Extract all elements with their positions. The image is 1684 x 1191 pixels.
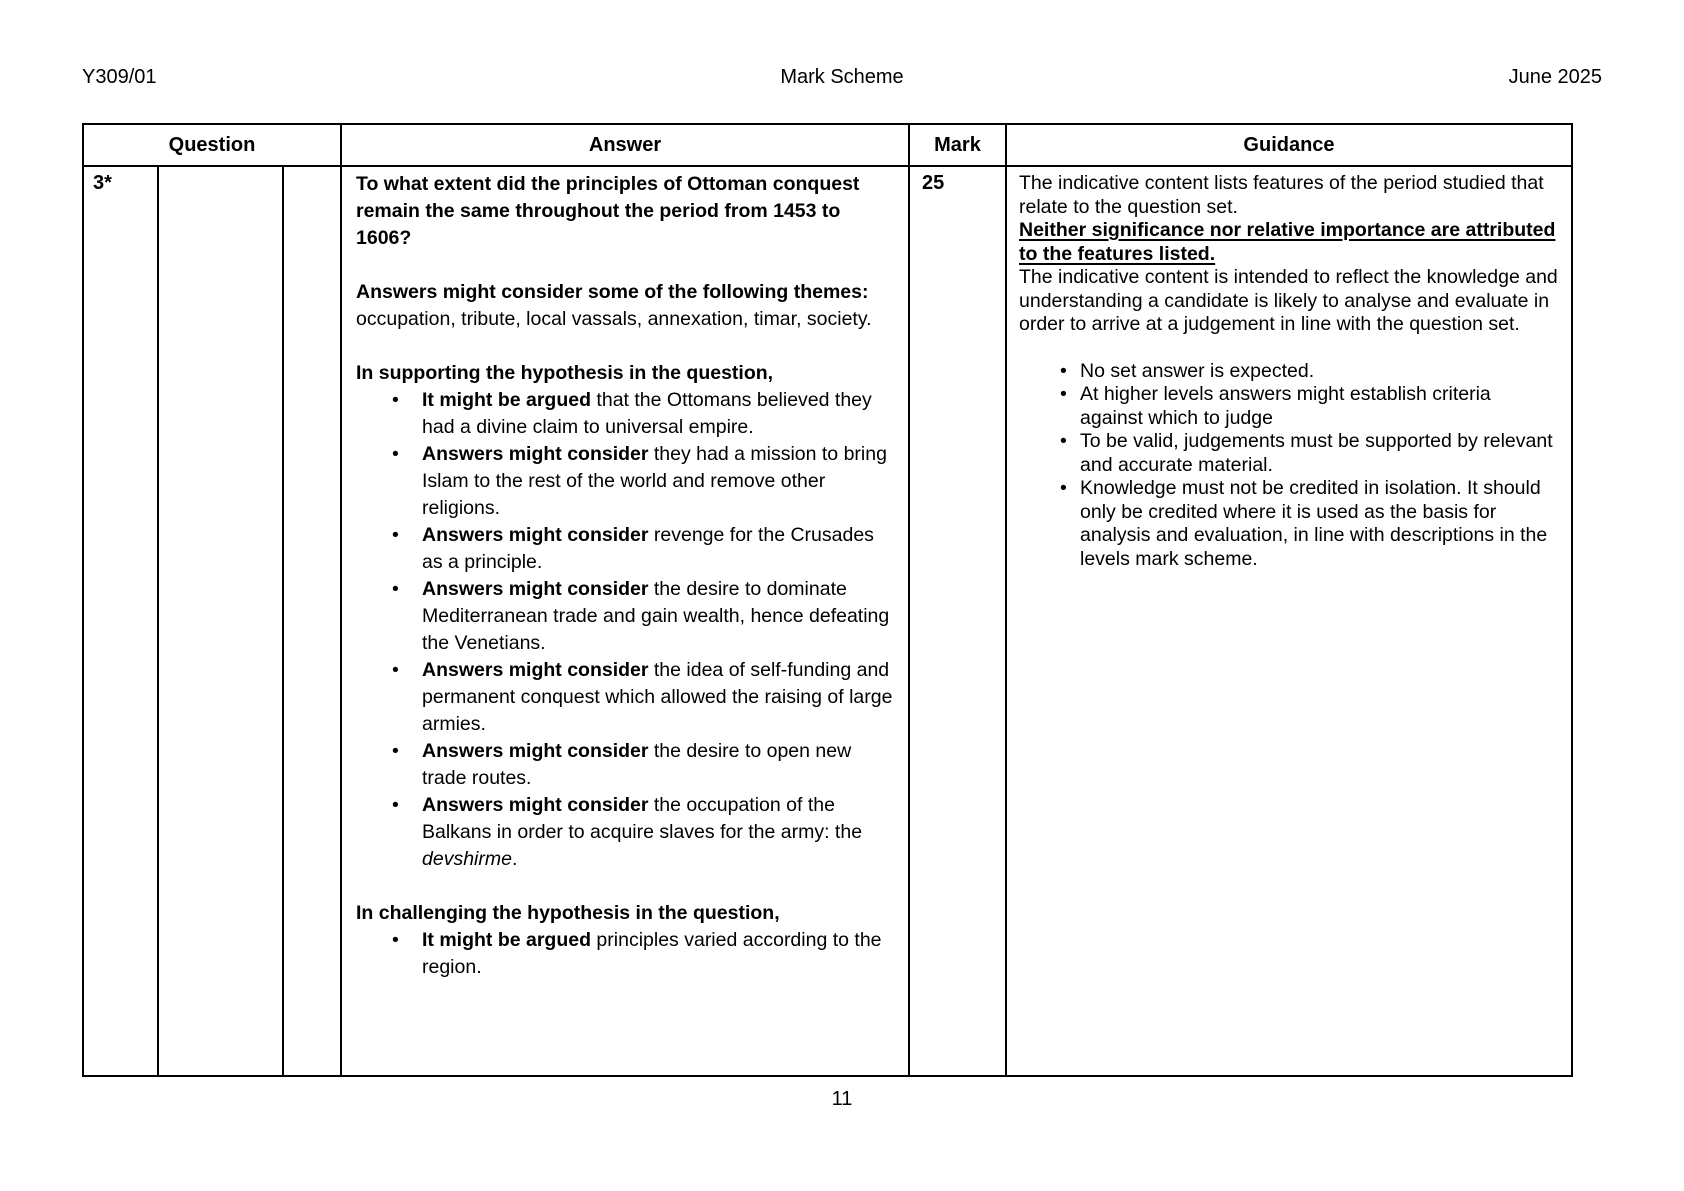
header-session: June 2025 xyxy=(1508,66,1602,88)
column-header-question: Question xyxy=(84,125,342,165)
question-number-cell: 3* xyxy=(84,167,159,1075)
list-item: • Answers might consider the occupation of the Balkans in order to acquire slaves for the army: the devshirme. xyxy=(356,792,894,873)
list-item: • To be valid, judgements must be supported by relevant and accurate material. xyxy=(1019,430,1559,477)
column-header-answer: Answer xyxy=(342,125,910,165)
guidance-paragraph-emphasis: Neither significance nor relative importance are attributed to the features listed. xyxy=(1019,219,1556,265)
guidance-paragraph-1: The indicative content lists features of the period studied that relate to the question set. xyxy=(1019,172,1544,218)
table-row xyxy=(84,167,1571,1075)
list-item: • Answers might consider they had a mission to bring Islam to the rest of the world and remove other religions. xyxy=(356,441,894,522)
guidance-bullet-list xyxy=(1019,360,1559,572)
table-header-row xyxy=(84,125,1571,167)
guidance-cell xyxy=(1007,167,1571,1075)
list-item: • It might be argued principles varied according to the region. xyxy=(356,927,894,981)
challenging-bullet-list xyxy=(356,927,894,981)
header-paper-code: Y309/01 xyxy=(82,66,157,88)
page-number: 11 xyxy=(831,1088,853,1110)
question-text: To what extent did the principles of Ottoman conquest remain the same throughout the period from 1453 to 1606? xyxy=(356,173,860,249)
list-item: • Answers might consider revenge for the Crusades as a principle. xyxy=(356,522,894,576)
list-item: • No set answer is expected. xyxy=(1019,360,1559,384)
list-item: • It might be argued that the Ottomans believed they had a divine claim to universal empire. xyxy=(356,387,894,441)
document-header xyxy=(82,66,1602,89)
header-title: Mark Scheme xyxy=(780,66,904,88)
answer-cell xyxy=(342,167,910,1075)
list-item: • Answers might consider the desire to dominate Mediterranean trade and gain wealth, hence defeating the Venetians. xyxy=(356,576,894,657)
question-subpart-cell-2 xyxy=(284,167,342,1075)
supporting-heading: In supporting the hypothesis in the question, xyxy=(356,362,774,384)
column-header-mark: Mark xyxy=(910,125,1007,165)
column-header-guidance: Guidance xyxy=(1243,133,1335,156)
mark-scheme-table xyxy=(82,123,1573,1077)
supporting-bullet-list xyxy=(356,387,894,873)
challenging-heading: In challenging the hypothesis in the question, xyxy=(356,902,780,924)
list-item: • Answers might consider the desire to open new trade routes. xyxy=(356,738,894,792)
list-item: • Answers might consider the idea of self-funding and permanent conquest which allowed the raising of large armies. xyxy=(356,657,894,738)
themes-paragraph: Answers might consider some of the following themes: occupation, tribute, local vassals, annexation, timar, society. xyxy=(356,281,872,330)
mark-cell: 25 xyxy=(910,167,1007,1075)
list-item: • Knowledge must not be credited in isolation. It should only be credited where it is used as the basis for analysis and evaluation, in line with descriptions in the levels mark scheme. xyxy=(1019,477,1559,571)
question-subpart-cell-1 xyxy=(159,167,284,1075)
guidance-paragraph-2: The indicative content is intended to reflect the knowledge and understanding a candidate is likely to analyse and evaluate in order to arrive at a judgement in line with the question set. xyxy=(1019,266,1558,335)
list-item: • At higher levels answers might establish criteria against which to judge xyxy=(1019,383,1559,430)
